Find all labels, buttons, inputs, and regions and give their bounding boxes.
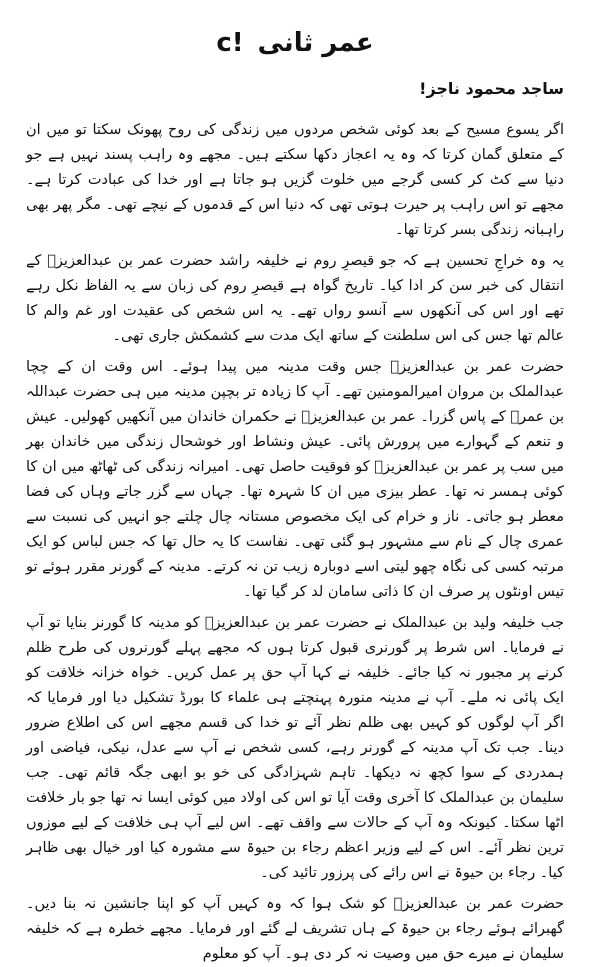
paragraph-1: اگر یسوع مسیح کے بعد کوئی شخص مردوں میں زندگی کی روح پھونک سکتا تو میں ان کے متعلق گمان کرتا کہ وہ یہ اعجاز دکھا سکتے ہیں۔ مجھے وہ راہب پسند نہیں ہے جو دنیا سے کٹ کر کسی گرجے میں خلوت گزیں ہو جاتا ہے اور خدا کی عبادت کرتا ہے۔ مجھے تو اس راہب پر حیرت ہوتی تھی کہ دنیا اس کے قدموں کے نیچے تھی۔ مگر پھر بھی راہبانہ زندگی بسر کرتا تھا۔ <box>26 122 564 238</box>
article-title: عمر ثانی <box>257 28 374 58</box>
paragraph-2: یہ وہ خراجِ تحسین ہے کہ جو قیصرِ روم نے خلیفہ راشد حضرت عمر بن عبدالعزیزؒ کے انتقال کی خبر سن کر ادا کیا۔ تاریخ گواہ ہے قیصرِ روم کی زبان سے یہ الفاظ نکل رہے تھے اور اس کی آنکھوں سے آنسو رواں تھے۔ یہ اس شخص کی عقیدت اور غم والم کا عالم تھا جس کی اس سلطنت کے ساتھ ایک مدت سے کشمکش جاری تھی۔ <box>26 253 564 344</box>
title-mark: c! <box>216 28 244 58</box>
author-name: ساجد محمود ناجز! <box>419 79 564 98</box>
article-title-row <box>26 24 564 62</box>
paragraph-5: حضرت عمر بن عبدالعزیزؒ کو شک ہوا کہ وہ کہیں آپ کو اپنا جانشین نہ بنا دیں۔ گھبرائے ہوئے رجاء بن حیوۃ کے ہاں تشریف لے گئے اور فرمایا۔ مجھے خطرہ ہے کہ خلیفہ سلیمان نے میرے حق میں وصیت نہ کر دی ہو۔ آپ کو معلوم <box>26 896 564 962</box>
article-body <box>26 118 564 967</box>
paragraph-3: حضرت عمر بن عبدالعزیزؒ جس وقت مدینہ میں پیدا ہوئے۔ اس وقت ان کے چچا عبدالملک بن مروان امیرالمومنین تھے۔ آپ کا زیادہ تر بچپن مدینہ میں ہی حضرت عبداللہ بن عمرؓ کے پاس گزرا۔ عمر بن عبدالعزیزؒ نے حکمران خاندان میں آنکھیں کھولیں۔ عیش و تنعم کے گہوارے میں پرورش پائی۔ عیش ونشاط اور خوشحال زندگی میں خاندان بھر میں سب پر عمر بن عبدالعزیزؒ کو فوقیت حاصل تھی۔ امیرانہ زندگی کی ٹھاٹھ میں ان کا کوئی ہمسر نہ تھا۔ عطر بیزی میں ان کا شہرہ تھا۔ جہاں سے گزر جاتے وہاں کی فضا معطر ہو جاتی۔ ناز و خرام کی ایک مخصوص مستانہ چال چلتے جو انہیں کی نسبت سے عمری چال کے نام سے مشہور ہو گئی تھی۔ نفاست کا یہ حال تھا کہ جس لباس کو ایک مرتبہ کسی کی نگاہ چھو لیتی اسے دوبارہ زیب تن نہ کرتے۔ مدینہ کے گورنر مقرر ہوئے تو تیس اونٹوں پر صرف ان کا ذاتی سامان لد کر گیا تھا۔ <box>26 359 564 600</box>
paragraph-4: جب خلیفہ ولید بن عبدالملک نے حضرت عمر بن عبدالعزیزؒ کو مدینہ کا گورنر بنایا تو آپ نے فرمایا۔ اس شرط پر گورنری قبول کرتا ہوں کہ مجھے پہلے گورنروں کی طرح ظلم کرنے پر مجبور نہ کیا جائے۔ خلیفہ نے کہا آپ حق پر عمل کریں۔ خواہ خزانہ خلافت کو ایک پائی نہ ملے۔ آپ نے مدینہ منورہ پہنچتے ہی علماء کا بورڈ تشکیل دیا اور فرمایا کہ اگر آپ لوگوں کو کہیں بھی ظلم نظر آئے تو خدا کی قسم مجھے اس کی اطلاع ضرور دینا۔ جب تک آپ مدینہ کے گورنر رہے، کسی شخص نے آپ سے عدل، نیکی، فیاضی اور ہمدردی کے سوا کچھ نہ دیکھا۔ تاہم شہزادگی کی خو بو ابھی جگہ قائم تھی۔ جب سلیمان بن عبدالملک کا آخری وقت آیا تو اس کی اولاد میں کوئی ایسا نہ تھا جو بار خلافت اٹھا سکتا۔ کیونکہ وہ آپ کے حالات سے واقف تھے۔ اس لیے آپ ہی خلافت کے لیے موزوں ترین نظر آئے۔ اس کے لیے وزیر اعظم رجاء بن حیوۃ سے مشورہ کیا اور خیال بھی ظاہر کیا۔ رجاء بن حیوۃ نے اس رائے کی پرزور تائید کی۔ <box>26 615 564 881</box>
